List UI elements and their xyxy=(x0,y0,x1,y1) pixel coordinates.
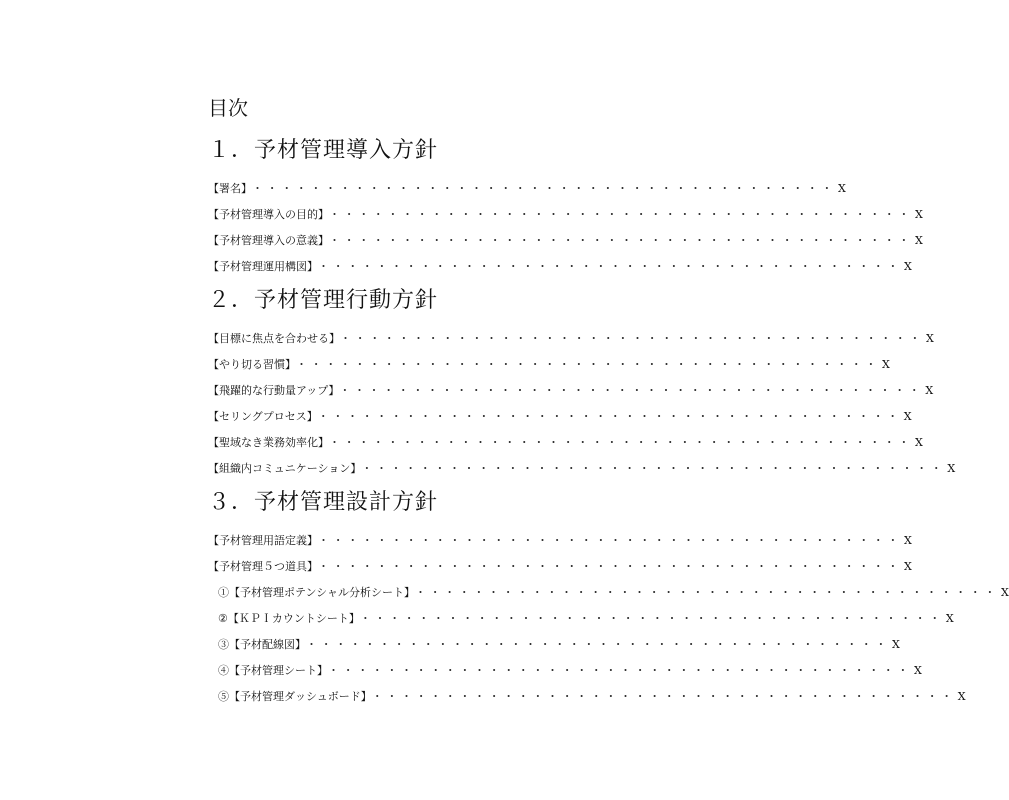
toc-dot-leader: ・・・・・・・・・・・・・・・・・・・・・・・・・・・・・・・・・・・・・・・・ xyxy=(306,638,890,651)
toc-entry-label: 【やり切る習慣】 xyxy=(208,358,296,371)
section-heading: ２．予材管理行動方針 xyxy=(208,288,439,313)
toc-entry-page-number: X xyxy=(945,612,954,625)
toc-entry-page-number: X xyxy=(915,208,923,221)
toc-dot-leader: ・・・・・・・・・・・・・・・・・・・・・・・・・・・・・・・・・・・・・・・・ xyxy=(318,260,902,273)
toc-entry[interactable] xyxy=(208,456,956,482)
toc-entry-label: 【予材管理導入の意義】 xyxy=(208,234,329,247)
toc-entry-page-number: X xyxy=(1000,586,1009,599)
toc-entry-list xyxy=(208,176,923,280)
toc-entry[interactable] xyxy=(208,580,1009,606)
toc-dot-leader: ・・・・・・・・・・・・・・・・・・・・・・・・・・・・・・・・・・・・・・・・ xyxy=(339,384,924,397)
toc-entry[interactable] xyxy=(208,658,922,684)
section-heading: ３．予材管理設計方針 xyxy=(208,490,439,515)
toc-entry-label: 【予材管理運用構図】 xyxy=(208,260,318,273)
toc-entry-label: 【聖域なき業務効率化】 xyxy=(208,436,329,449)
toc-entry-page-number: X xyxy=(838,182,846,195)
toc-title: 目次 xyxy=(208,96,248,120)
toc-entry-label: 【目標に焦点を合わせる】 xyxy=(208,332,340,345)
toc-dot-leader: ・・・・・・・・・・・・・・・・・・・・・・・・・・・・・・・・・・・・・・・・ xyxy=(359,612,944,625)
toc-entry-page-number: X xyxy=(904,260,912,273)
toc-entry-page-number: X xyxy=(926,332,934,345)
toc-sections xyxy=(208,136,1009,710)
toc-entry-label: 【予材管理５つ道具】 xyxy=(208,560,318,573)
toc-entry-label: 【組織内コミュニケーション】 xyxy=(208,462,362,475)
toc-entry[interactable] xyxy=(208,378,934,404)
toc-entry[interactable] xyxy=(208,176,846,202)
toc-entry-page-number: X xyxy=(914,664,922,677)
toc-dot-leader: ・・・・・・・・・・・・・・・・・・・・・・・・・・・・・・・・・・・・・・・・ xyxy=(296,358,880,371)
toc-entry-label: ④【予材管理シート】 xyxy=(218,664,328,677)
section-heading: １．予材管理導入方針 xyxy=(208,138,439,163)
toc-entry[interactable] xyxy=(208,254,912,280)
toc-dot-leader: ・・・・・・・・・・・・・・・・・・・・・・・・・・・・・・・・・・・・・・・・ xyxy=(329,234,913,247)
toc-dot-leader: ・・・・・・・・・・・・・・・・・・・・・・・・・・・・・・・・・・・・・・・・ xyxy=(318,534,902,547)
toc-entry[interactable] xyxy=(208,352,890,378)
toc-entry-label: 【予材管理用語定義】 xyxy=(208,534,318,547)
toc-entry-page-number: X xyxy=(904,560,912,573)
toc-entry-page-number: X xyxy=(915,234,923,247)
toc-entry[interactable] xyxy=(208,228,923,254)
toc-entry-label: 【署名】 xyxy=(208,182,252,195)
toc-entry-label: ③【予材配線図】 xyxy=(218,638,306,651)
toc-entry[interactable] xyxy=(208,632,900,658)
toc-entry-label: 【飛躍的な行動量アップ】 xyxy=(208,384,340,397)
toc-dot-leader: ・・・・・・・・・・・・・・・・・・・・・・・・・・・・・・・・・・・・・・・・ xyxy=(361,462,946,475)
toc-dot-leader: ・・・・・・・・・・・・・・・・・・・・・・・・・・・・・・・・・・・・・・・・ xyxy=(414,586,999,599)
toc-dot-leader: ・・・・・・・・・・・・・・・・・・・・・・・・・・・・・・・・・・・・・・・・ xyxy=(329,208,913,221)
toc-entry[interactable] xyxy=(208,554,912,580)
toc-entry-label: 【予材管理導入の目的】 xyxy=(208,208,329,221)
toc-entry[interactable] xyxy=(208,404,912,430)
toc-entry-label: ①【予材管理ポテンシャル分析シート】 xyxy=(218,586,415,599)
toc-dot-leader: ・・・・・・・・・・・・・・・・・・・・・・・・・・・・・・・・・・・・・・・・ xyxy=(340,332,924,345)
toc-entry-list xyxy=(208,528,1009,710)
toc-entry-label: 【セリングプロセス】 xyxy=(208,410,318,423)
toc-dot-leader: ・・・・・・・・・・・・・・・・・・・・・・・・・・・・・・・・・・・・・・・・ xyxy=(328,664,912,677)
toc-entry-page-number: X xyxy=(947,462,956,475)
toc-entry[interactable] xyxy=(208,430,923,456)
toc-page xyxy=(208,94,1009,716)
toc-dot-leader: ・・・・・・・・・・・・・・・・・・・・・・・・・・・・・・・・・・・・・・・・ xyxy=(371,690,956,703)
toc-dot-leader: ・・・・・・・・・・・・・・・・・・・・・・・・・・・・・・・・・・・・・・・・ xyxy=(318,560,902,573)
toc-entry-page-number: X xyxy=(882,358,890,371)
toc-entry-label: ②【ＫＰＩカウントシート】 xyxy=(218,612,360,625)
toc-entry[interactable] xyxy=(208,684,966,710)
toc-dot-leader: ・・・・・・・・・・・・・・・・・・・・・・・・・・・・・・・・・・・・・・・・ xyxy=(317,410,902,423)
toc-entry-list xyxy=(208,326,956,482)
toc-entry-page-number: X xyxy=(904,534,912,547)
toc-entry-page-number: X xyxy=(915,436,923,449)
toc-entry-page-number: X xyxy=(925,384,934,397)
toc-entry-page-number: X xyxy=(903,410,912,423)
toc-entry[interactable] xyxy=(208,202,923,228)
toc-dot-leader: ・・・・・・・・・・・・・・・・・・・・・・・・・・・・・・・・・・・・・・・・ xyxy=(252,182,836,195)
toc-entry[interactable] xyxy=(208,528,912,554)
toc-entry-page-number: X xyxy=(892,638,900,651)
toc-entry[interactable] xyxy=(208,326,934,352)
toc-entry-label: ⑤【予材管理ダッシュボード】 xyxy=(218,690,372,703)
toc-entry-page-number: X xyxy=(957,690,966,703)
toc-entry[interactable] xyxy=(208,606,954,632)
toc-dot-leader: ・・・・・・・・・・・・・・・・・・・・・・・・・・・・・・・・・・・・・・・・ xyxy=(329,436,913,449)
